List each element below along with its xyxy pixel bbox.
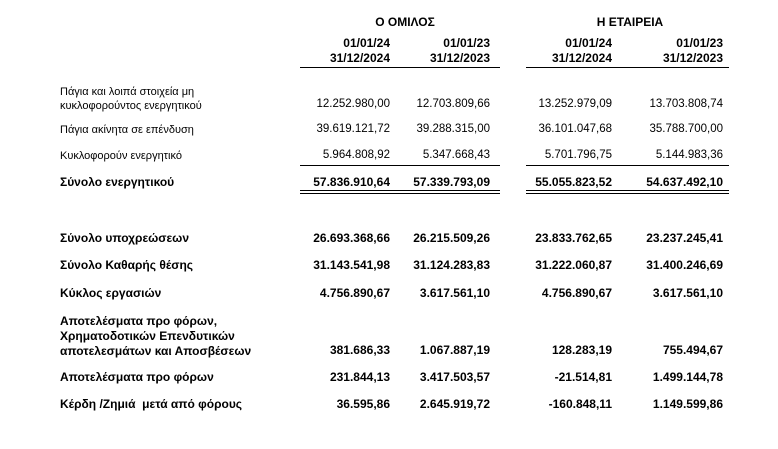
row-label: Αποτελέσματα προ φόρων, Χρηματοδοτικών Επενδυτικών αποτελεσμάτων και Αποσβέσεων [60, 314, 252, 358]
subtotal-rule-company [526, 165, 729, 166]
column-to: 31/12/2024 [551, 51, 612, 65]
column-from: 01/01/23 [676, 36, 723, 50]
table-cell: 5.144.983,36 [655, 149, 723, 161]
table-cell: 57.339.793,09 [413, 175, 490, 189]
row-label: Πάγια ακίνητα σε επένδυση [60, 124, 194, 136]
table-cell: 5.701.796,75 [544, 149, 612, 161]
column-from: 01/01/24 [343, 36, 390, 50]
column-header-group-2024 [330, 36, 390, 66]
table-cell: 3.617.561,10 [652, 286, 723, 300]
table-cell: 5.347.668,43 [422, 149, 490, 161]
table-cell: 26.693.368,66 [313, 231, 390, 245]
table-cell: 31.124.283,83 [413, 258, 490, 272]
table-cell: 57.836.910,64 [313, 175, 390, 189]
table-cell: 231.844,13 [329, 370, 390, 384]
table-cell: 2.645.919,72 [419, 397, 490, 411]
column-header-group-2023 [430, 36, 490, 66]
row-label: Σύνολο υποχρεώσεων [60, 231, 189, 245]
header-rule-company [526, 67, 729, 68]
table-cell: 1.067.887,19 [419, 343, 490, 357]
table-cell: 381.686,33 [329, 343, 390, 357]
table-cell: 23.833.762,65 [535, 231, 612, 245]
table-cell: 13.252.979,09 [538, 98, 612, 110]
column-from: 01/01/24 [565, 36, 612, 50]
subtotal-rule-group [300, 165, 500, 166]
table-cell: -160.848,11 [548, 397, 612, 411]
column-header-company-2023 [663, 36, 723, 66]
row-label: Κυκλοφορούν ενεργητικό [60, 150, 182, 162]
table-cell: 128.283,19 [551, 343, 612, 357]
column-to: 31/12/2024 [329, 51, 390, 65]
total-rule-company-1 [526, 190, 729, 191]
total-rule-company-2 [526, 193, 729, 194]
table-cell: 31.400.246,69 [646, 258, 723, 272]
table-cell: 31.222.060,87 [535, 258, 612, 272]
column-to: 31/12/2023 [429, 51, 490, 65]
row-label: Σύνολο ενεργητικού [60, 175, 175, 189]
column-from: 01/01/23 [443, 36, 490, 50]
row-label: Σύνολο Καθαρής θέσης [60, 258, 194, 272]
table-cell: 36.595,86 [336, 397, 390, 411]
table-cell: 39.619.121,72 [316, 123, 390, 135]
total-rule-group-2 [300, 193, 500, 194]
table-cell: 23.237.245,41 [646, 231, 723, 245]
header-rule-group [300, 67, 500, 68]
total-rule-group-1 [300, 190, 500, 191]
table-cell: 13.703.808,74 [649, 98, 723, 110]
table-cell: 1.149.599,86 [652, 397, 723, 411]
table-cell: 755.494,67 [662, 343, 723, 357]
table-cell: 4.756.890,67 [319, 286, 390, 300]
company-header: Η ΕΤΑΙΡΕΙΑ [596, 15, 664, 29]
row-label: Κέρδη /Ζημιά μετά από φόρους [60, 397, 243, 411]
table-cell: 39.288.315,00 [416, 123, 490, 135]
table-cell: 55.055.823,52 [535, 175, 612, 189]
table-cell: 31.143.541,98 [313, 258, 390, 272]
table-cell: 12.703.809,66 [416, 98, 490, 110]
table-cell: 5.964.808,92 [322, 149, 390, 161]
table-cell: 26.215.509,26 [413, 231, 490, 245]
table-cell: 54.637.492,10 [646, 175, 723, 189]
table-cell: 12.252.980,00 [316, 98, 390, 110]
row-label: Κύκλος εργασιών [60, 286, 162, 300]
table-cell: -21.514,81 [554, 370, 612, 384]
column-header-company-2024 [552, 36, 612, 66]
table-cell: 36.101.047,68 [538, 123, 612, 135]
column-to: 31/12/2023 [662, 51, 723, 65]
row-label: Πάγια και λοιπά στοιχεία μη κυκλοφορούντος ενεργητικού [60, 86, 202, 112]
table-cell: 4.756.890,67 [541, 286, 612, 300]
table-cell: 3.617.561,10 [419, 286, 490, 300]
table-cell: 35.788.700,00 [649, 123, 723, 135]
group-header: Ο ΟΜΙΛΟΣ [375, 15, 435, 29]
table-cell: 1.499.144,78 [652, 370, 723, 384]
row-label: Αποτελέσματα προ φόρων [60, 370, 214, 384]
table-cell: 3.417.503,57 [419, 370, 490, 384]
